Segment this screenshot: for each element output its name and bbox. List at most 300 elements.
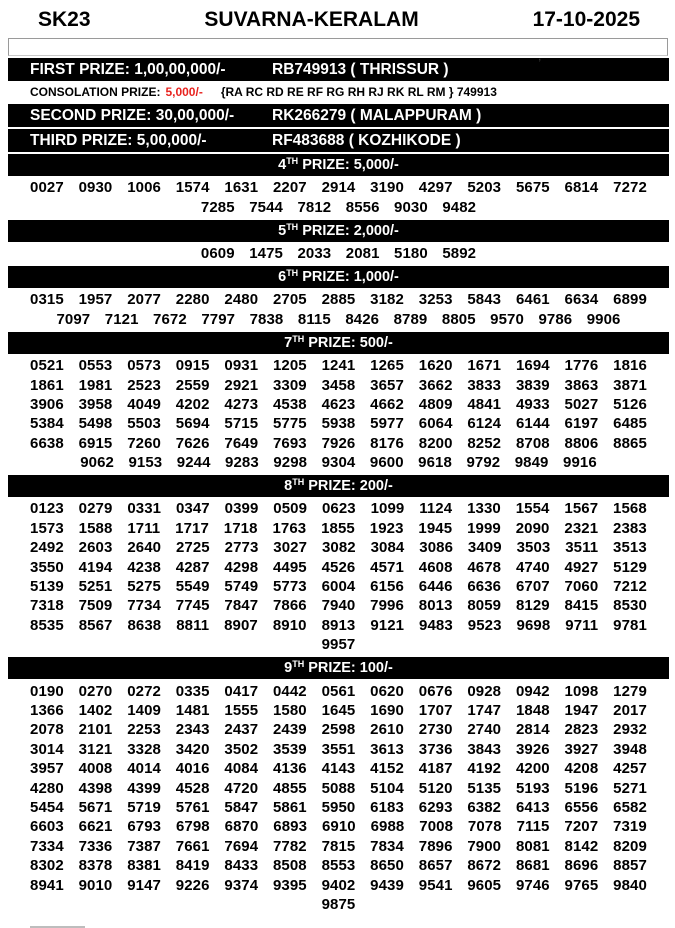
ticket-number: 7866 — [272, 597, 307, 615]
ticket-number: 6910 — [321, 818, 356, 836]
ticket-number: 4538 — [272, 395, 307, 413]
ticket-number: 6156 — [370, 578, 404, 596]
ticket-number: 9283 — [225, 454, 259, 472]
prize-7th-numbers — [0, 354, 675, 473]
consolation-amount: 5,000/- — [165, 85, 203, 99]
ticket-number: 5139 — [30, 578, 64, 596]
ticket-number: 8059 — [467, 597, 502, 615]
ticket-number: 3906 — [30, 395, 64, 413]
second-prize-label: SECOND PRIZE: 30,00,000/- — [30, 106, 235, 124]
ticket-number: 1707 — [418, 702, 453, 719]
prize-section-9th — [0, 657, 675, 915]
ticket-number: 0620 — [370, 682, 404, 700]
ticket-number: 5549 — [175, 578, 210, 596]
ticket-number: 6893 — [273, 818, 308, 836]
ticket-number: 4740 — [515, 558, 550, 576]
ticket-number: 7896 — [418, 837, 453, 855]
ticket-number: 7334 — [30, 837, 64, 855]
ticket-number: 9153 — [128, 454, 163, 472]
ticket-number: 3182 — [370, 291, 404, 309]
ticket-number: 9698 — [516, 616, 551, 634]
ticket-number: 5671 — [78, 798, 113, 816]
ticket-number: 2725 — [175, 539, 210, 557]
ticket-number: 6899 — [613, 291, 647, 309]
prize-ordinal-suffix: TH — [286, 268, 299, 279]
ticket-number: 9875 — [321, 895, 356, 913]
ticket-number: 1717 — [175, 519, 209, 537]
draw-date: 17-10-2025 — [532, 7, 640, 31]
prize-4th-numbers — [0, 176, 675, 218]
ticket-number: 9570 — [490, 310, 524, 328]
ticket-number: 9849 — [514, 454, 549, 472]
prize-5th-header — [8, 220, 669, 242]
ticket-number: 1241 — [321, 357, 356, 375]
ticket-number: 6446 — [418, 578, 453, 596]
ticket-number: 3926 — [515, 740, 550, 758]
ticket-number: 9062 — [80, 454, 114, 472]
ticket-number: 4152 — [370, 760, 404, 778]
ticket-number: 4678 — [467, 558, 502, 576]
ticket-number: 2598 — [321, 721, 356, 739]
ticket-number: 5135 — [467, 779, 502, 797]
ticket-number: 8553 — [321, 857, 356, 875]
ticket-number: 9010 — [78, 876, 113, 894]
number-row — [30, 577, 647, 596]
ticket-number: 6461 — [515, 291, 550, 309]
ticket-number: 2480 — [224, 291, 259, 309]
second-prize-bar — [8, 104, 669, 127]
prize-ordinal: 5 — [278, 222, 287, 239]
ticket-number: 3503 — [516, 539, 551, 557]
ticket-number: 2081 — [345, 244, 380, 262]
ticket-number: 9746 — [515, 876, 550, 894]
ticket-number: 9792 — [466, 454, 501, 472]
ticket-number: 1718 — [223, 519, 258, 537]
ticket-number: 9711 — [565, 616, 599, 634]
number-row — [30, 434, 647, 453]
ticket-number: 7649 — [224, 434, 259, 452]
ticket-number: 4208 — [564, 760, 599, 778]
ticket-number: 1694 — [515, 357, 550, 375]
number-row — [30, 519, 647, 538]
ticket-number: 3502 — [224, 740, 259, 758]
ticket-number: 1957 — [78, 291, 113, 309]
consolation-row — [8, 82, 669, 102]
ticket-number: 5694 — [175, 415, 210, 433]
ticket-number: 1554 — [515, 500, 550, 518]
ticket-number: 8865 — [613, 434, 647, 452]
ticket-number: 3420 — [175, 740, 210, 758]
ticket-number: 7387 — [127, 837, 161, 855]
ticket-number: 2090 — [515, 519, 550, 537]
ticket-number: 1568 — [613, 500, 647, 518]
ticket-number: 9030 — [394, 198, 428, 216]
ticket-number: 6603 — [30, 818, 64, 836]
ticket-number: 7097 — [56, 310, 91, 328]
ticket-number: 5847 — [224, 798, 259, 816]
ticket-number: 7834 — [370, 837, 404, 855]
number-row — [30, 178, 647, 197]
ticket-number: 3253 — [418, 291, 453, 309]
ticket-number: 3513 — [613, 539, 647, 557]
ticket-number: 8556 — [345, 198, 380, 216]
ticket-number: 5027 — [564, 395, 599, 413]
ticket-number: 4809 — [418, 395, 453, 413]
ticket-number: 6793 — [127, 818, 162, 836]
ticket-number: 2321 — [564, 519, 599, 537]
ticket-number: 3736 — [418, 740, 453, 758]
ticket-number: 9523 — [467, 616, 502, 634]
ticket-number: 4273 — [224, 395, 259, 413]
consolation-series: {RA RC RD RE RF RG RH RJ RK RL RM } 749913 — [220, 85, 497, 99]
ticket-number: 3190 — [370, 179, 404, 197]
ticket-number: 7745 — [175, 597, 210, 615]
ticket-number: 4143 — [321, 760, 356, 778]
ticket-number: 7661 — [175, 837, 210, 855]
ticket-number: 4841 — [467, 395, 502, 413]
number-row — [30, 244, 647, 263]
ticket-number: 5719 — [127, 798, 161, 816]
ticket-number: 7272 — [613, 179, 647, 197]
ticket-number: 3511 — [565, 539, 599, 557]
ticket-number: 3927 — [564, 740, 599, 758]
number-row — [30, 856, 647, 875]
ticket-number: 5950 — [321, 798, 356, 816]
ticket-number: 5193 — [515, 779, 550, 797]
ticket-number: 2730 — [418, 721, 453, 739]
number-row — [30, 395, 647, 414]
ticket-number: 6988 — [370, 818, 405, 836]
ticket-number: 0676 — [418, 682, 453, 700]
ticket-number: 0553 — [78, 357, 113, 375]
number-row — [30, 414, 647, 433]
empty-input-box[interactable] — [8, 38, 668, 63]
ticket-number: 7940 — [321, 597, 356, 615]
ticket-number: 1580 — [272, 702, 307, 719]
ticket-number: 8433 — [224, 857, 259, 875]
ticket-number: 1855 — [321, 519, 355, 537]
ticket-number: 7694 — [224, 837, 259, 855]
ticket-number: 7782 — [272, 837, 307, 855]
number-row — [30, 557, 647, 576]
third-prize-label: THIRD PRIZE: 5,00,000/- — [30, 131, 207, 149]
ticket-number: 3086 — [419, 539, 454, 557]
ticket-number: 9618 — [418, 454, 452, 472]
ticket-number: 7260 — [127, 434, 161, 452]
stray-mark: ‚ — [538, 52, 541, 63]
number-row — [30, 798, 647, 817]
ticket-number: 4016 — [175, 760, 210, 778]
ticket-number: 1620 — [418, 357, 453, 375]
ticket-number: 7672 — [153, 310, 187, 328]
ticket-number: 8535 — [30, 616, 64, 634]
ticket-number: 2078 — [30, 721, 64, 739]
ticket-number: 6870 — [224, 818, 259, 836]
ticket-number: 8209 — [613, 837, 647, 855]
ticket-number: 7319 — [613, 818, 647, 836]
ticket-number: 6004 — [321, 578, 356, 596]
prize-6th-numbers — [0, 288, 675, 330]
prize-ordinal: 7 — [284, 334, 293, 351]
number-row — [30, 635, 647, 654]
ticket-number: 9786 — [538, 310, 573, 328]
ticket-number: 1631 — [224, 179, 259, 197]
ticket-number: 5275 — [127, 578, 161, 596]
ticket-number: 3863 — [564, 376, 599, 394]
ticket-number: 0347 — [175, 500, 210, 518]
ticket-number: 2640 — [127, 539, 162, 557]
ticket-number: 9121 — [370, 616, 405, 634]
ticket-number: 8530 — [613, 597, 647, 615]
ticket-number: 3957 — [30, 760, 64, 778]
ticket-number: 1776 — [564, 357, 599, 375]
ticket-number: 0623 — [321, 500, 356, 518]
prize-ordinal-suffix: TH — [292, 333, 305, 344]
ticket-number: 1555 — [224, 702, 259, 719]
ticket-number: 4720 — [224, 779, 259, 797]
ticket-number: 4200 — [515, 760, 550, 778]
ticket-number: 6485 — [613, 415, 647, 433]
ticket-number: 4495 — [272, 558, 307, 576]
ticket-number: 2383 — [613, 519, 647, 537]
result-header — [0, 0, 675, 36]
ticket-number: 9916 — [563, 454, 597, 472]
ticket-number: 7900 — [467, 837, 502, 855]
number-row — [30, 197, 647, 216]
ticket-number: 5454 — [30, 798, 64, 816]
ticket-number: 3539 — [272, 740, 307, 758]
ticket-number: 0561 — [321, 682, 356, 700]
ticket-number: 5088 — [321, 779, 356, 797]
ticket-number: 0315 — [30, 291, 64, 309]
ticket-number: 1205 — [272, 357, 307, 375]
prize-ordinal-suffix: TH — [292, 659, 305, 670]
ticket-number: 8142 — [564, 837, 599, 855]
ticket-number: 3843 — [467, 740, 502, 758]
ticket-number: 3121 — [78, 740, 113, 758]
ticket-number: 5104 — [370, 779, 404, 797]
ticket-number: 3551 — [321, 740, 356, 758]
number-row — [30, 596, 647, 615]
ticket-number: 9765 — [564, 876, 599, 894]
ticket-number: 4192 — [467, 760, 502, 778]
prize-section-6th — [0, 266, 675, 330]
ticket-number: 2033 — [297, 244, 332, 262]
ticket-number: 0331 — [127, 500, 162, 518]
ticket-number: 1947 — [564, 702, 599, 719]
ticket-number: 1409 — [127, 702, 161, 719]
ticket-number: 7212 — [613, 578, 647, 596]
prize-title: PRIZE: 5,000/- — [302, 157, 399, 173]
ticket-number: 9304 — [321, 454, 356, 472]
ticket-number: 9600 — [369, 454, 404, 472]
ticket-number: 1645 — [321, 702, 356, 719]
prize-7th-header — [8, 332, 669, 354]
third-prize-winner: RF483688 ( KOZHIKODE ) — [272, 131, 461, 149]
ticket-number: 4287 — [175, 558, 210, 576]
ticket-number: 1279 — [613, 682, 647, 700]
ticket-number: 5843 — [467, 291, 502, 309]
ticket-number: 7996 — [370, 597, 404, 615]
prize-ordinal: 4 — [278, 157, 287, 173]
ticket-number: 1330 — [467, 500, 501, 518]
ticket-number: 1671 — [467, 357, 502, 375]
ticket-number: 8910 — [272, 616, 307, 634]
first-prize-bar — [8, 58, 669, 81]
ticket-number: 5775 — [272, 415, 307, 433]
ticket-number: 1124 — [419, 500, 453, 518]
ticket-number: 7285 — [200, 198, 235, 216]
ticket-number: 5977 — [370, 415, 404, 433]
second-prize-winner: RK266279 ( MALAPPURAM ) — [272, 106, 482, 124]
ticket-number: 2823 — [564, 721, 599, 739]
ticket-number: 7207 — [564, 818, 599, 836]
ticket-number: 9781 — [613, 616, 647, 634]
ticket-number: 4297 — [418, 179, 453, 197]
ticket-number: 9439 — [370, 876, 404, 894]
ticket-number: 9298 — [273, 454, 308, 472]
ticket-number: 8941 — [30, 876, 64, 894]
ticket-number: 8696 — [564, 857, 599, 875]
ticket-number: 2921 — [224, 376, 259, 394]
ticket-number: 8115 — [297, 310, 331, 328]
ticket-number: 1588 — [78, 519, 113, 537]
ticket-number: 0399 — [224, 500, 259, 518]
ticket-number: 5938 — [321, 415, 356, 433]
ticket-number: 0027 — [30, 179, 64, 197]
ticket-number: 7838 — [249, 310, 284, 328]
ticket-number: 1402 — [78, 702, 113, 719]
ticket-number: 6382 — [467, 798, 502, 816]
ticket-number: 5861 — [272, 798, 307, 816]
prize-section-8th — [0, 475, 675, 655]
ticket-number: 4662 — [370, 395, 404, 413]
ticket-number: 3657 — [370, 376, 404, 394]
number-row — [30, 701, 647, 720]
ticket-number: 8176 — [370, 434, 404, 452]
ticket-number: 3458 — [321, 376, 356, 394]
ticket-number: 6636 — [467, 578, 502, 596]
ticket-number: 4202 — [175, 395, 210, 413]
ticket-number: 5715 — [224, 415, 259, 433]
ticket-number: 6124 — [467, 415, 502, 433]
number-row — [30, 720, 647, 739]
ticket-number: 8657 — [418, 857, 453, 875]
first-prize-label: FIRST PRIZE: 1,00,00,000/- — [30, 60, 226, 78]
number-row — [30, 875, 647, 894]
ticket-number: 1981 — [78, 376, 113, 394]
ticket-number: 3662 — [418, 376, 453, 394]
ticket-number: 8419 — [175, 857, 210, 875]
ticket-number: 3014 — [30, 740, 64, 758]
ticket-number: 5498 — [78, 415, 113, 433]
ticket-number: 2343 — [175, 721, 210, 739]
ticket-number: 6183 — [370, 798, 404, 816]
ticket-number: 0942 — [515, 682, 550, 700]
ticket-number: 2885 — [321, 291, 356, 309]
ticket-number: 2077 — [127, 291, 161, 309]
prize-section-7th — [0, 332, 675, 473]
ticket-number: 0931 — [224, 357, 259, 375]
ticket-number: 8672 — [467, 857, 502, 875]
ticket-number: 7336 — [78, 837, 113, 855]
number-row — [30, 310, 647, 329]
ticket-number: 4399 — [127, 779, 161, 797]
ticket-number: 0573 — [127, 357, 161, 375]
ticket-number: 4280 — [30, 779, 64, 797]
ticket-number: 0442 — [272, 682, 307, 700]
ticket-number: 4398 — [78, 779, 113, 797]
number-row — [30, 837, 647, 856]
number-row — [30, 681, 647, 700]
ticket-number: 1366 — [30, 702, 64, 719]
ticket-number: 3871 — [613, 376, 647, 394]
ticket-number: 4014 — [127, 760, 161, 778]
ticket-number: 9402 — [321, 876, 356, 894]
prize-title: PRIZE: 200/- — [308, 478, 393, 495]
ticket-number: 8129 — [515, 597, 550, 615]
ticket-number: 6915 — [78, 434, 113, 452]
ticket-number: 8378 — [78, 857, 113, 875]
ticket-number: 8805 — [441, 310, 476, 328]
ticket-number: 3027 — [273, 539, 308, 557]
ticket-number: 4528 — [175, 779, 210, 797]
ticket-number: 2814 — [515, 721, 550, 739]
ticket-number: 2437 — [224, 721, 259, 739]
ticket-number: 1711 — [127, 519, 161, 537]
ticket-number: 0272 — [127, 682, 161, 700]
ticket-number: 6556 — [564, 798, 599, 816]
ticket-number: 4927 — [564, 558, 599, 576]
prize-5th-numbers — [0, 242, 675, 264]
ticket-number: 6064 — [418, 415, 453, 433]
prize-ordinal: 6 — [278, 269, 287, 286]
prize-8th-header — [8, 475, 669, 497]
consolation-label: CONSOLATION PRIZE: — [30, 85, 161, 99]
ticket-number: 9147 — [127, 876, 161, 894]
ticket-number: 1848 — [515, 702, 550, 719]
ticket-number: 5761 — [175, 798, 210, 816]
ticket-number: 4855 — [272, 779, 307, 797]
ticket-number: 6814 — [564, 179, 599, 197]
ticket-number: 3948 — [613, 740, 647, 758]
prize-4th-header — [8, 154, 669, 176]
ticket-number: 3613 — [370, 740, 404, 758]
ticket-number: 7008 — [419, 818, 454, 836]
ticket-number: 1861 — [30, 376, 64, 394]
prize-9th-numbers — [0, 679, 675, 915]
prize-section-4th — [0, 154, 675, 218]
ticket-number: 8302 — [30, 857, 64, 875]
ticket-number: 0190 — [30, 682, 64, 700]
ticket-number: 3839 — [515, 376, 550, 394]
ticket-number: 5203 — [467, 179, 502, 197]
number-row — [30, 356, 647, 375]
ticket-number: 2705 — [272, 291, 307, 309]
ticket-number: 0609 — [200, 244, 235, 262]
number-row — [30, 538, 647, 557]
ticket-number: 8252 — [467, 434, 502, 452]
ticket-number: 2610 — [370, 721, 404, 739]
ticket-number: 8426 — [345, 310, 380, 328]
ticket-number: 4187 — [418, 760, 453, 778]
ticket-number: 0915 — [175, 357, 210, 375]
ticket-number: 4526 — [321, 558, 356, 576]
ticket-number: 8638 — [127, 616, 162, 634]
ticket-number: 0509 — [273, 500, 308, 518]
prize-ordinal-suffix: TH — [286, 221, 299, 232]
ticket-number: 4008 — [78, 760, 113, 778]
